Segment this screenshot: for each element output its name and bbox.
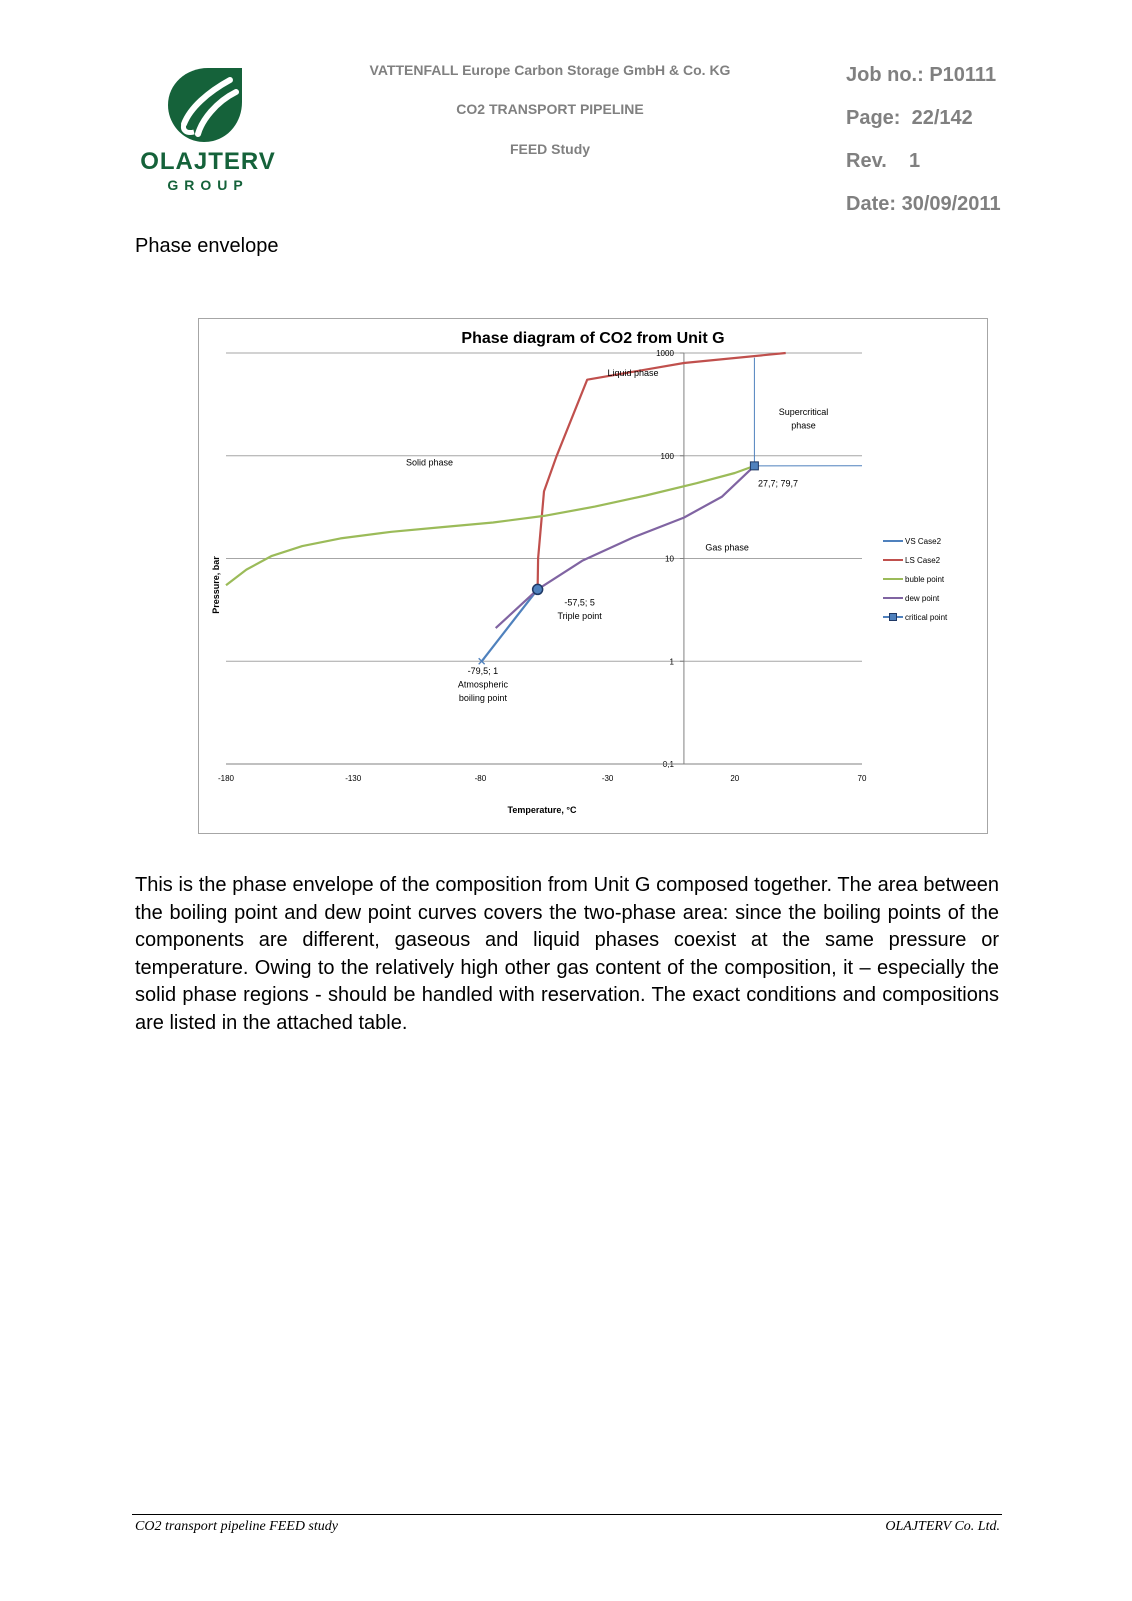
x-tick-label: 20 <box>730 774 740 783</box>
x-tick-label: -180 <box>217 774 235 783</box>
company-logo <box>138 64 278 204</box>
chart-annotation: -79,5; 1 <box>467 666 499 677</box>
chart-annotation: boiling point <box>458 693 507 704</box>
footer-divider <box>132 1514 1002 1515</box>
legend-swatch-marker <box>890 614 897 621</box>
page-number: Page: 22/142 <box>846 107 973 129</box>
legend-label: buble point <box>905 575 945 584</box>
chart-annotation: Atmospheric <box>457 679 508 690</box>
chart-annotation: phase <box>791 420 816 431</box>
company-name: VATTENFALL Europe Carbon Storage GmbH & Co. KG <box>369 62 731 78</box>
y-tick-label: 100 <box>660 451 674 461</box>
y-tick-label: 0,1 <box>662 760 674 769</box>
chart-annotation: Gas phase <box>705 542 749 553</box>
y-tick-label: 1 <box>669 657 674 667</box>
legend-label: LS Case2 <box>905 556 941 565</box>
logo-name: OLAJTERV <box>140 148 276 175</box>
triple-point-marker <box>533 584 543 594</box>
y-tick-label: 1000 <box>656 349 674 358</box>
chart-annotation: 27,7; 79,7 <box>758 478 799 489</box>
date: Date: 30/09/2011 <box>846 193 1001 215</box>
job-number: Job no.: P10111 <box>846 64 997 86</box>
x-tick-label: -30 <box>601 774 614 783</box>
body-paragraph: This is the phase envelope of the composition from Unit G composed together. The area between the boiling point and dew point curves covers the two-phase area: since the boiling points of the components are different, gaseous and liquid phases coexist at the same pressure or temperature. Owing to the relatively high other gas content of the composition, it – especially the solid phase regions - should be handled with reservation. The exact conditions and compositions are listed in the attached table. <box>135 874 999 1034</box>
chart-svg <box>199 319 987 833</box>
revision: Rev. 1 <box>846 150 921 172</box>
phase-diagram-chart <box>198 318 988 834</box>
x-tick-label: -80 <box>474 774 487 783</box>
x-tick-label: -130 <box>345 774 362 783</box>
footer-right: OLAJTERV Co. Ltd. <box>885 1519 1000 1534</box>
chart-annotation: Supercritical <box>778 406 829 417</box>
olajterv-leaf-icon <box>138 64 278 148</box>
buble-point-line <box>226 466 754 585</box>
chart-annotation: Liquid phase <box>607 367 659 378</box>
chart-annotation: -57,5; 5 <box>564 597 595 608</box>
chart-annotation: Solid phase <box>405 457 454 468</box>
y-tick-label: 10 <box>665 554 674 564</box>
critical-point-marker <box>750 462 758 470</box>
chart-annotation: Triple point <box>557 610 602 621</box>
y-axis-label: Pressure, bar <box>211 556 221 614</box>
footer-left: CO2 transport pipeline FEED study <box>135 1519 338 1534</box>
section-title: Phase envelope <box>135 235 279 257</box>
study-name: FEED Study <box>509 141 591 157</box>
legend-label: critical point <box>905 613 948 622</box>
vs-case2-line <box>482 589 538 661</box>
x-axis-label: Temperature, °C <box>507 805 577 815</box>
project-name: CO2 TRANSPORT PIPELINE <box>456 101 644 117</box>
legend-label: VS Case2 <box>905 537 942 546</box>
x-tick-label: 70 <box>857 774 867 783</box>
legend-label: dew point <box>905 594 940 603</box>
logo-group: GROUP <box>167 177 249 193</box>
chart-title: Phase diagram of CO2 from Unit G <box>461 330 725 347</box>
